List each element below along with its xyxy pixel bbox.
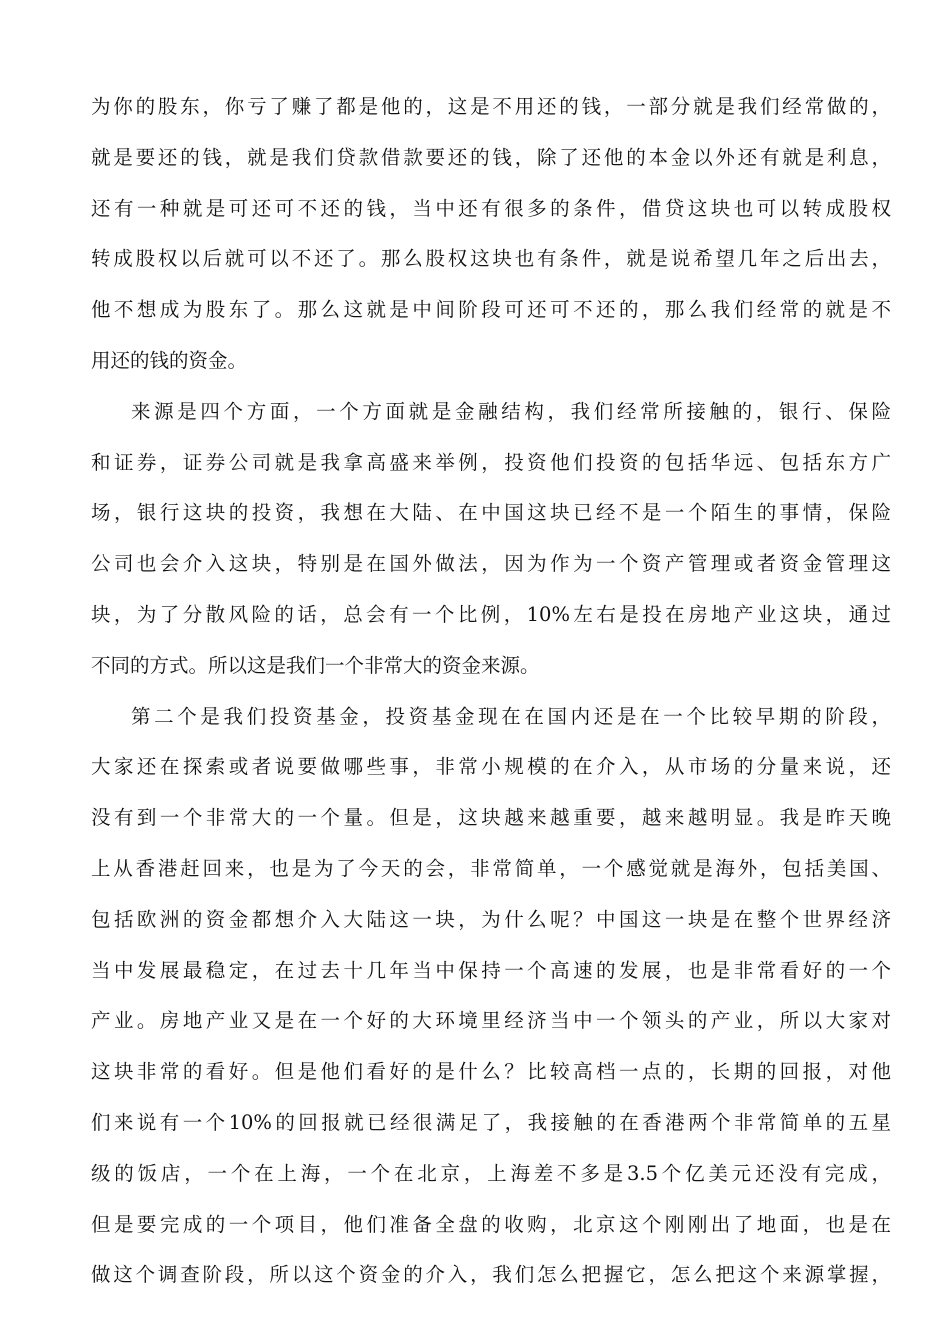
paragraph bbox=[91, 692, 891, 1302]
text-line: 这块非常的看好。但是他们看好的是什么？比较高档一点的，长期的回报，对他 bbox=[91, 1060, 891, 1084]
text-line: 级的饭店，一个在上海，一个在北京，上海差不多是3.5个亿美元还没有完成， bbox=[91, 1161, 891, 1185]
text-line: 公司也会介入这块，特别是在国外做法，因为作为一个资产管理或者资金管理这 bbox=[91, 552, 891, 576]
text-line: 们来说有一个10%的回报就已经很满足了，我接触的在香港两个非常简单的五星 bbox=[91, 1110, 891, 1134]
text-line: 为你的股东，你亏了赚了都是他的，这是不用还的钱，一部分就是我们经常做的， bbox=[91, 95, 891, 118]
text-line: 用还的钱的资金。 bbox=[91, 348, 248, 372]
text-line: 还有一种就是可还可不还的钱，当中还有很多的条件，借贷这块也可以转成股权 bbox=[91, 196, 891, 220]
text-line: 不同的方式。所以这是我们一个非常大的资金来源。 bbox=[91, 653, 540, 677]
text-line: 和证券，证券公司就是我拿高盛来举例，投资他们投资的包括华远、包括东方广 bbox=[91, 450, 891, 474]
text-line: 就是要还的钱，就是我们贷款借款要还的钱，除了还他的本金以外还有就是利息， bbox=[91, 145, 891, 169]
text-line: 大家还在探索或者说要做哪些事，非常小规模的在介入，从市场的分量来说，还 bbox=[91, 755, 891, 779]
text-line: 当中发展最稳定，在过去十几年当中保持一个高速的发展，也是非常看好的一个 bbox=[91, 958, 891, 982]
text-line: 来源是四个方面，一个方面就是金融结构，我们经常所接触的，银行、保险 bbox=[131, 399, 891, 423]
text-line: 上从香港赶回来，也是为了今天的会，非常简单，一个感觉就是海外，包括美国、 bbox=[91, 856, 891, 880]
paragraph bbox=[91, 82, 891, 387]
text-line: 包括欧洲的资金都想介入大陆这一块，为什么呢？中国这一块是在整个世界经济 bbox=[91, 907, 891, 931]
text-line: 做这个调查阶段，所以这个资金的介入，我们怎么把握它，怎么把这个来源掌握， bbox=[91, 1263, 891, 1287]
text-line: 但是要完成的一个项目，他们准备全盘的收购，北京这个刚刚出了地面，也是在 bbox=[91, 1212, 891, 1236]
text-line: 第二个是我们投资基金，投资基金现在在国内还是在一个比较早期的阶段， bbox=[131, 704, 891, 728]
text-line: 转成股权以后就可以不还了。那么股权这块也有条件，就是说希望几年之后出去， bbox=[91, 247, 891, 271]
text-line: 他不想成为股东了。那么这就是中间阶段可还可不还的，那么我们经常的就是不 bbox=[91, 298, 891, 322]
text-line: 产业。房地产业又是在一个好的大环境里经济当中一个领头的产业，所以大家对 bbox=[91, 1009, 891, 1033]
text-line: 没有到一个非常大的一个量。但是，这块越来越重要，越来越明显。我是昨天晚 bbox=[91, 806, 891, 830]
paragraph bbox=[91, 387, 891, 692]
text-line: 块，为了分散风险的话，总会有一个比例，10%左右是投在房地产业这块，通过 bbox=[91, 602, 891, 626]
document-page bbox=[91, 82, 891, 1301]
text-line: 场，银行这块的投资，我想在大陆、在中国这块已经不是一个陌生的事情，保险 bbox=[91, 501, 891, 525]
